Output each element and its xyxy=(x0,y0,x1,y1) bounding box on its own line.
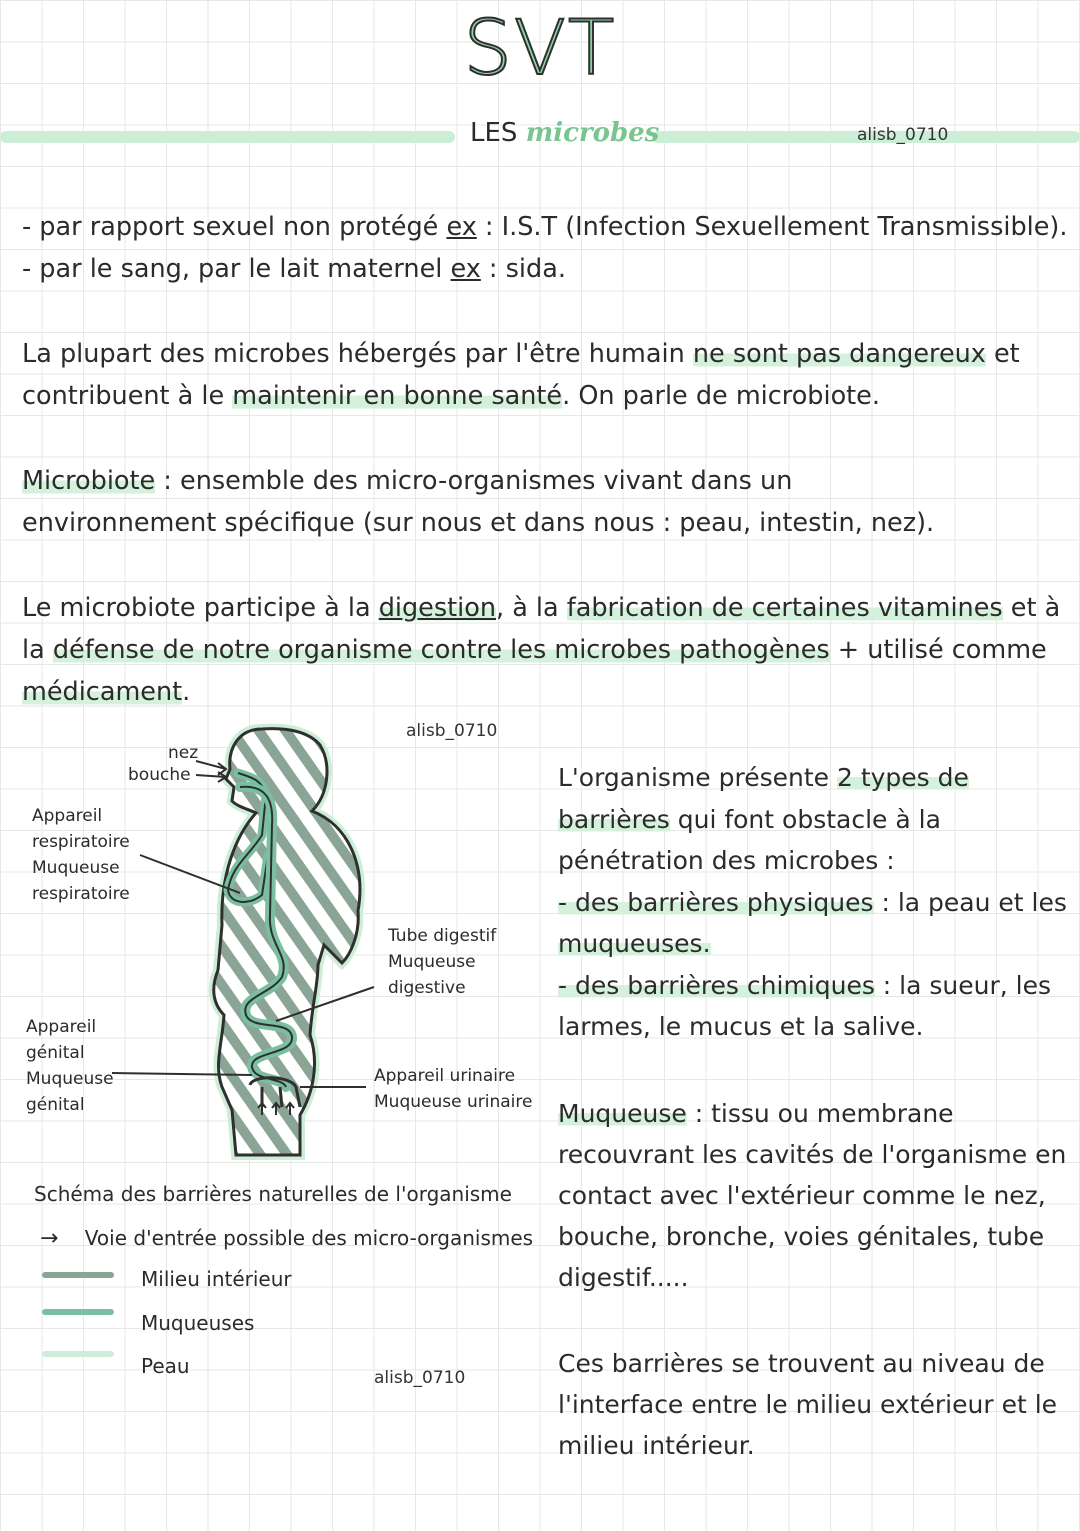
highlight: médicament xyxy=(22,677,183,707)
paragraph-role-microbiote xyxy=(22,587,1062,713)
paragraph-text: . On parle de microbiote. xyxy=(562,381,880,411)
intro-line-ex: ex xyxy=(450,254,481,284)
arrow-right-icon: → xyxy=(40,1226,59,1251)
paragraph-text: La plupart des microbes hébergés par l'être humain xyxy=(22,339,693,369)
label-digestif xyxy=(388,923,496,1001)
intro-line xyxy=(22,206,1072,248)
legend-swatch-peau xyxy=(42,1351,114,1357)
highlight: fabrication de certaines vitamines xyxy=(566,593,1003,623)
highlight: - des barrières chimiques xyxy=(558,970,875,1000)
label-line: Appareil urinaire xyxy=(374,1066,516,1086)
label-respiratoire xyxy=(32,803,130,907)
paragraph-definition-muqueuse xyxy=(558,1093,1070,1298)
label-line: Muqueuse urinaire xyxy=(374,1092,533,1112)
label-bouche: bouche xyxy=(128,765,191,785)
highlight: digestion xyxy=(378,593,496,623)
header-watermark: alisb_0710 xyxy=(857,125,949,145)
legend-swatch-muqueuses xyxy=(42,1309,114,1315)
header-bar-left xyxy=(0,131,455,143)
label-line: respiratoire xyxy=(32,884,130,904)
highlight: ne sont pas dangereux xyxy=(692,339,986,369)
intro-line-ex: ex xyxy=(446,212,477,242)
label-urinaire xyxy=(374,1063,532,1115)
label-line: Appareil xyxy=(32,806,103,826)
paragraph-text: : tissu ou membrane recouvrant les cavités de l'organisme en contact avec l'extérieur comme le nez, bouche, bronche, voies génitales, tube digestif..... xyxy=(558,1099,1067,1292)
paragraph-microbes xyxy=(22,333,1022,417)
label-line: Appareil xyxy=(26,1017,97,1037)
paragraph-text: qui font obstacle à la pénétration des microbes : xyxy=(558,804,941,875)
label-line: génital xyxy=(26,1043,85,1063)
label-line: Tube digestif xyxy=(388,926,497,946)
intro-line-text: : I.S.T (Infection Sexuellement Transmissible). xyxy=(476,212,1068,242)
legend-label: Voie d'entrée possible des micro-organismes xyxy=(84,1226,534,1250)
highlight: défense de notre organisme contre les microbes pathogènes xyxy=(52,635,830,665)
paragraph-text: + utilisé comme xyxy=(829,635,1047,665)
diagram-watermark-top: alisb_0710 xyxy=(406,721,498,741)
subtitle-accent: microbes xyxy=(525,118,660,148)
paragraph-interface: Ces barrières se trouvent au niveau de l'interface entre le milieu extérieur et le milieu intérieur. xyxy=(558,1349,1058,1460)
intro-line-text: - par le sang, par le lait maternel xyxy=(22,254,451,284)
intro-lines xyxy=(22,206,1072,290)
paragraph-barriers xyxy=(558,757,1070,1048)
intro-line-text: : sida. xyxy=(480,254,566,284)
label-line: Muqueuse xyxy=(26,1069,114,1089)
intro-line-text: - par rapport sexuel non protégé xyxy=(22,212,447,242)
highlight: 2 types de barrières xyxy=(558,763,969,834)
label-line: digestive xyxy=(388,978,466,998)
paragraph-definition-microbiote xyxy=(22,460,982,544)
highlight: muqueuses. xyxy=(558,929,711,958)
paragraph-text: , à la xyxy=(495,593,567,623)
paragraph-text: : la sueur, les larmes, le mucus et la salive. xyxy=(558,970,1052,1041)
diagram-watermark-bottom: alisb_0710 xyxy=(374,1368,466,1388)
legend-label: Muqueuses xyxy=(141,1311,255,1335)
diagram-caption: Schéma des barrières naturelles de l'organisme xyxy=(34,1182,512,1206)
paragraph-text: . xyxy=(182,677,191,707)
legend-item-arrow xyxy=(40,1226,533,1251)
definition-term: Muqueuse xyxy=(558,1099,687,1128)
paragraph-text: : la peau et les xyxy=(873,887,1067,917)
label-nez: nez xyxy=(168,743,199,763)
label-line: Muqueuse xyxy=(32,858,120,878)
subtitle-prefix: LES xyxy=(470,118,518,148)
legend-swatch-milieu xyxy=(42,1272,114,1278)
paragraph-text: et contribuent à le xyxy=(22,339,1020,411)
intro-line xyxy=(22,248,1072,290)
label-line: Muqueuse xyxy=(388,952,476,972)
paragraph-text: L'organisme présente xyxy=(558,763,837,792)
paragraph-text: Le microbiote participe à la xyxy=(22,593,379,623)
entry-arrow-icon xyxy=(196,772,226,782)
legend-label: Peau xyxy=(141,1354,190,1378)
highlight: maintenir en bonne santé xyxy=(232,381,563,411)
page-subtitle xyxy=(470,118,659,148)
paragraph-text: : ensemble des micro-organismes vivant dans un environnement spécifique (sur nous et dans nous : peau, intestin, nez). xyxy=(22,466,935,538)
entry-arrow-icon xyxy=(196,761,226,775)
paragraph-text: et à la xyxy=(22,593,1061,665)
page-title: SVT xyxy=(463,3,617,92)
label-line: génital xyxy=(26,1095,85,1115)
label-genital xyxy=(26,1014,114,1118)
highlight: - des barrières physiques xyxy=(558,887,874,917)
definition-term: Microbiote xyxy=(22,466,156,496)
label-line: respiratoire xyxy=(32,832,130,852)
legend-label: Milieu intérieur xyxy=(141,1267,292,1291)
